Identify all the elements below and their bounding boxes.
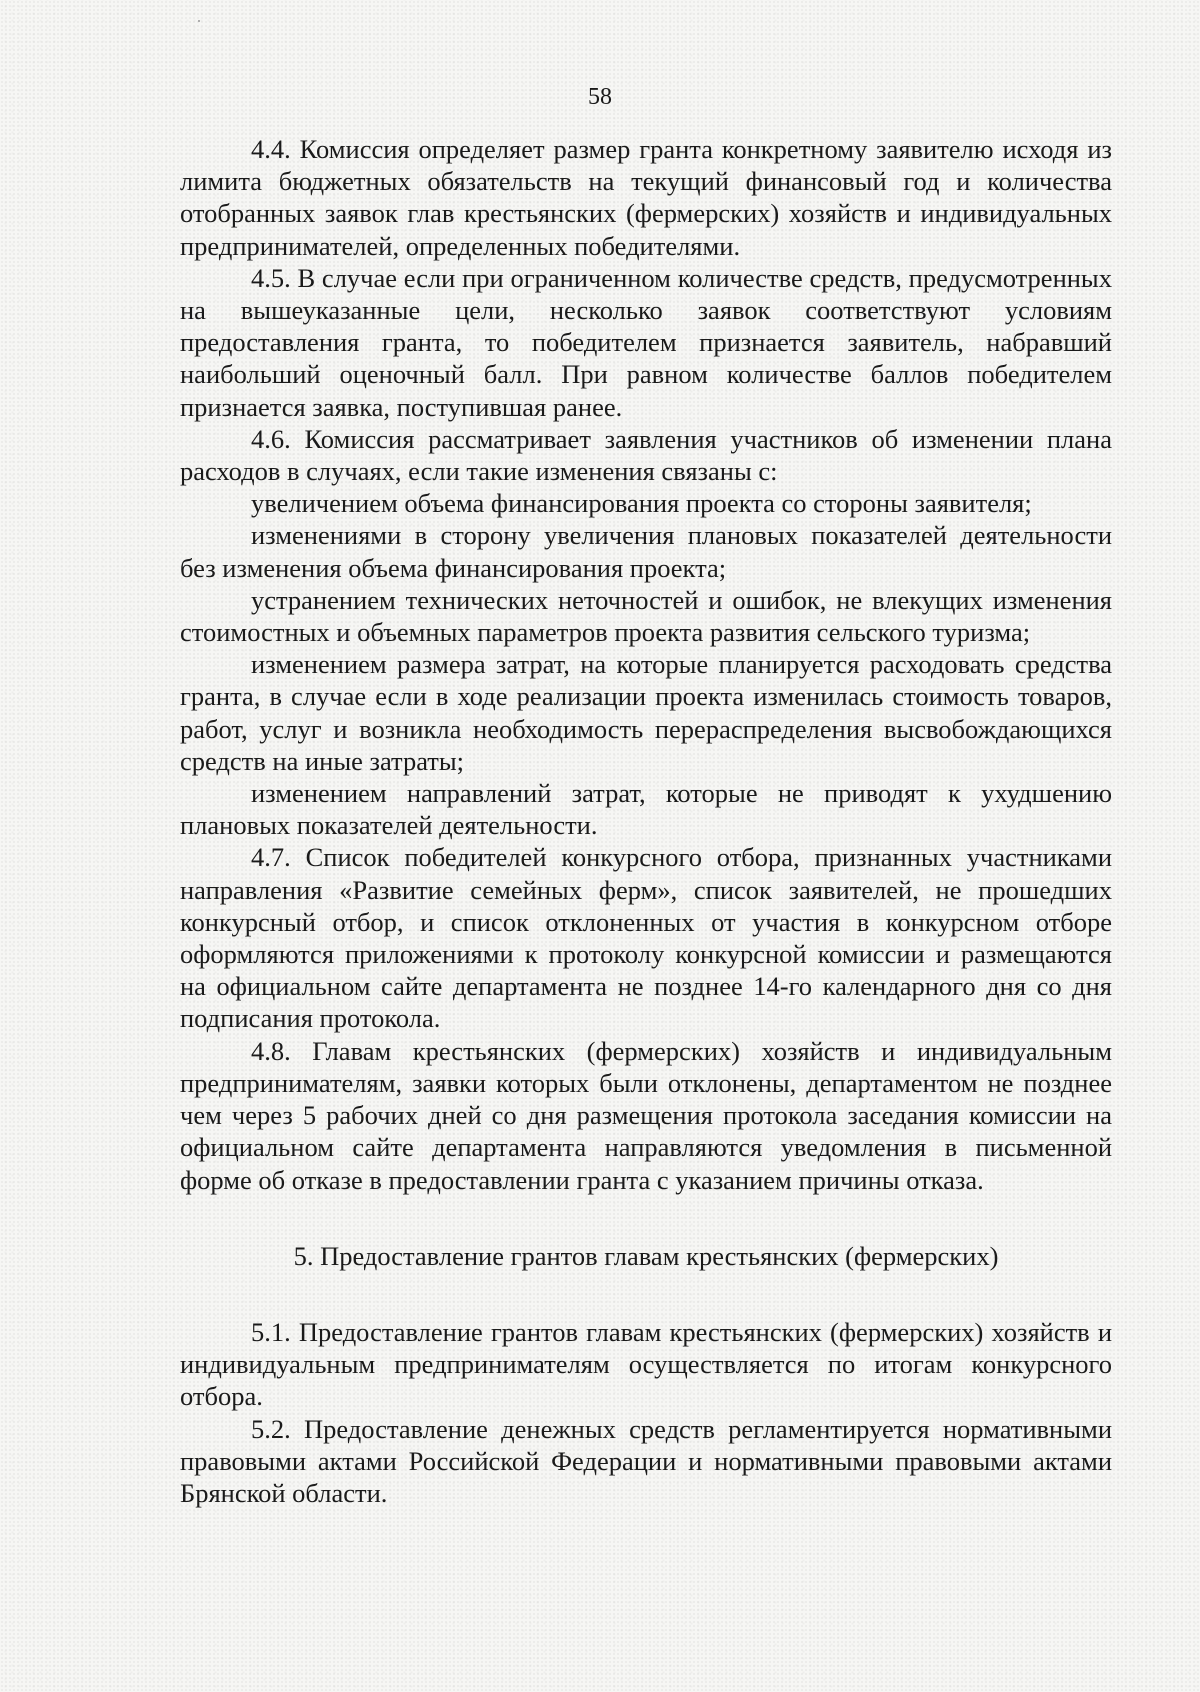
list-item-cost-change: изменением размера затрат, на которые планируется расходовать средства гранта, в случае если в ходе реализации проекта изменилась стоимость товаров, работ, услуг и возникла необходимость перераспределения высвобождающихся средств на иные затраты; (180, 649, 1112, 776)
page-number: 58 (588, 84, 612, 110)
paragraph-4-7: 4.7. Список победителей конкурсного отбора, признанных участниками направления «Развитие семейных ферм», список заявителей, не прошедших конкурсный отбор, и список отклоненных от участия в конкурсном отборе оформляются приложениями к протоколу конкурсной комиссии и размещаются на официальном сайте департамента не позднее 14-го календарного дня со дня подписания протокола. (180, 842, 1112, 1034)
section-heading: 5. Предоставление грантов главам крестьянских (фермерских) (293, 1240, 999, 1271)
paragraph-4-5: 4.5. В случае если при ограниченном количестве средств, предусмотренных на вышеуказанные цели, несколько заявок соответствуют условиям предоставления гранта, то победителем признается заявитель, набравший наибольший оценочный балл. При равном количестве баллов победителем признается заявка, поступившая ранее. (180, 262, 1112, 422)
paragraph-5-1: 5.1. Предоставление грантов главам крестьянских (фермерских) хозяйств и индивидуальным предпринимателям осуществляется по итогам конкурсного отбора. (180, 1316, 1112, 1412)
paragraph-5-2: 5.2. Предоставление денежных средств регламентируется нормативными правовыми актами Российской Федерации и нормативными правовыми актами Брянской области. (180, 1413, 1112, 1508)
document-body (180, 133, 1112, 1509)
list-item-financing-increase: увеличением объема финансирования проекта со стороны заявителя; (251, 488, 1032, 519)
list-item-error-correction: устранением технических неточностей и ошибок, не влекущих изменения стоимостных и объемных параметров проекта развития сельского туризма; (180, 584, 1112, 648)
list-item-direction-change: изменением направлений затрат, которые не приводят к ухудшению плановых показателей деятельности. (180, 778, 1112, 841)
list-item-indicator-increase: изменениями в сторону увеличения плановых показателей деятельности без изменения объема финансирования проекта; (180, 520, 1112, 583)
paragraph-4-4: 4.4. Комиссия определяет размер гранта конкретному заявителю исходя из лимита бюджетных обязательств на текущий финансовый год и количества отобранных заявок глав крестьянских (фермерских) хозяйств и индивидуальных предпринимателей, определенных победителями. (180, 134, 1112, 261)
scan-speck (198, 20, 200, 22)
paragraph-4-8: 4.8. Главам крестьянских (фермерских) хозяйств и индивидуальным предпринимателям, заявки которых были отклонены, департаментом не позднее чем через 5 рабочих дней со дня размещения протокола заседания комиссии на официальном сайте департамента направляются уведомления в письменной форме об отказе в предоставлении гранта с указанием причины отказа. (180, 1035, 1112, 1195)
paragraph-4-6: 4.6. Комиссия рассматривает заявления участников об изменении плана расходов в случаях, если такие изменения связаны с: (180, 423, 1112, 487)
